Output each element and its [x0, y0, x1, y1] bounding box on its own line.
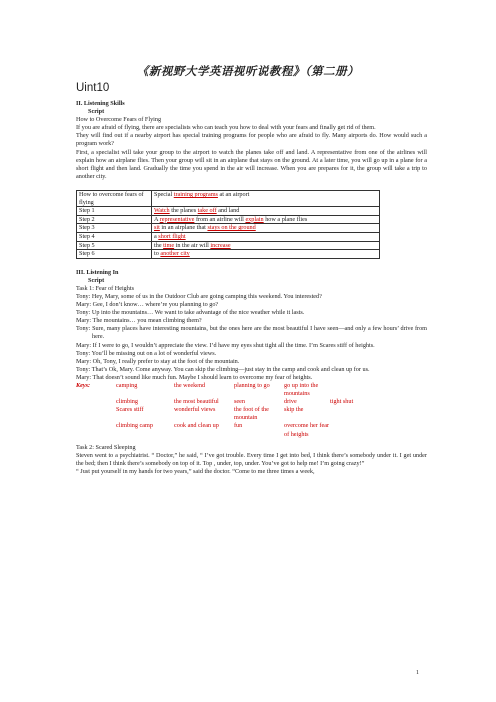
key-answer: fun [234, 422, 243, 430]
table-row [77, 250, 380, 259]
section-heading: II. Listening Skills [76, 100, 125, 107]
key-answer: the weekend [174, 382, 206, 389]
unit-heading: Uint10 [76, 82, 110, 94]
task-title: Task 1: Fear of Heights [76, 284, 134, 292]
table-cell: Step 4 [77, 232, 152, 241]
table-cell: Step 5 [77, 241, 152, 250]
dialog-line: Mary: If I were to go, I wouldn’t appreciate the view. I’d have my eyes shut tight all the time. I’m Scares stiff of heights. [76, 341, 375, 349]
paragraph: “ Just put yourself in my hands for two years,” said the doctor. “Come to me three times a week, [76, 467, 315, 475]
key-answer [330, 422, 427, 438]
document-title: 《新视野大学英语视听说教程》（第二册） [136, 66, 360, 78]
dialog-line: Tony: That’s Ok, Mary. Come anyway. You can skip the climbing—just stay in the camp and cook and clean up for us. [76, 365, 370, 373]
dialog-line: Tony: You’ll be missing out on a lot of wonderful views. [76, 349, 217, 357]
table-cell: Step 1 [77, 207, 152, 216]
table-row [77, 207, 380, 216]
dialog [76, 293, 427, 382]
table-cell: sit in an airplane that stays on the ground [152, 224, 380, 233]
key-answer: camping [116, 382, 138, 389]
page-number: 1 [416, 670, 419, 676]
table-row [77, 224, 380, 233]
key-answer: Scares stiff [116, 406, 144, 414]
key-answer: climbing [116, 398, 138, 406]
key-answer: the foot of the mountain [234, 406, 269, 422]
dialog-line: Mary: The mountains… you mean climbing them? [76, 317, 202, 325]
dialog-line: Tony: Up into the mountains… We want to take advantage of the nice weather while it lasts. [76, 309, 305, 317]
table-header-row [77, 190, 380, 206]
key-answer: tight shut [330, 398, 354, 406]
table-cell: the time in the air will increase [152, 241, 380, 250]
key-answer: cook and clean up [174, 422, 219, 430]
table-cell: Special training programs at an airport [152, 190, 380, 206]
key-answer: skip the [284, 406, 304, 414]
key-answer: seen [234, 398, 245, 406]
table-cell: Step 2 [77, 215, 152, 224]
table-row [77, 232, 380, 241]
dialog-line: Mary: That doesn’t sound like much fun. Maybe I should learn to overcome my fear of heights. [76, 373, 313, 381]
paragraph: Steven went to a psychiatrist. “ Doctor,” he said, “ I’ve got trouble. Every time I get into bed, I think there’s somebody under it. I get under the bed; then I think there’s somebody on top of it. Top , under, top, under. You’ve got to help me! I’m going crazy!” [76, 451, 427, 467]
key-answer [330, 382, 427, 398]
text-title: How to Overcome Fears of Flying [76, 116, 162, 124]
table-row [77, 241, 380, 250]
table-cell: How to overcome fears of flying [77, 190, 152, 206]
keys-label: Keys: [76, 382, 91, 389]
dialog-line: Tony: Sure, many places have interesting mountains, but the ones here are the most beautiful I have seen—and only a few hours’ drive from here. [76, 325, 427, 341]
key-answer [330, 406, 427, 422]
task-title: Task 2: Scared Sleeping [76, 443, 136, 451]
paragraph: They will find out if a nearby airport has special training programs for people who are afraid to fly. Many airports do. How would such a program work? [76, 132, 427, 148]
table-cell: Step 6 [77, 250, 152, 259]
table-cell: Watch the planes take off and land [152, 207, 380, 216]
key-answer: drive [284, 398, 297, 406]
script-label: Script [88, 108, 105, 116]
table-cell: to another city [152, 250, 380, 259]
answer-keys [76, 382, 427, 439]
key-answer: the most beautiful [174, 398, 219, 406]
table-row [77, 215, 380, 224]
dialog-line: Tony: Hey, Mary, some of us in the Outdoor Club are going camping this weekend. You interested? [76, 292, 322, 300]
document-body [76, 100, 427, 476]
key-answer: go up into the mountains [284, 382, 319, 398]
paragraph: First, a specialist will take your group to the airport to watch the planes take off and land. A representative from one of the airlines will explain how an airplane flies. Then your group will sit in an airplane that stays on the ground. At a later time, you will go up in a plane for a short flight and then land. Gradually the time you spend in the air will increase. When you are prepares for it, the group will take a trip to another city. [76, 148, 427, 180]
dialog-line: Mary: Oh, Tony, I really prefer to stay at the foot of the mountain. [76, 357, 240, 365]
dialog-line: Mary: Gee, I don’t know… where’re you planning to go? [76, 301, 219, 309]
key-answer: climbing camp [116, 422, 153, 430]
paragraph: If you are afraid of flying, there are specialists who can teach you how to deal with your fears and finally get rid of them. [76, 124, 376, 132]
table-cell: A representative from an airline will explain how a plane flies [152, 215, 380, 224]
steps-table [76, 190, 380, 259]
key-answer: overcome her fear of heights [284, 422, 330, 438]
section-heading: III. Listening In [76, 268, 119, 276]
key-answer: wonderful views [174, 406, 216, 414]
table-cell: Step 3 [77, 224, 152, 233]
key-answer: planning to go [234, 382, 270, 389]
script-label: Script [88, 276, 105, 284]
task2-text [76, 452, 427, 476]
table-cell: a short flight [152, 232, 380, 241]
